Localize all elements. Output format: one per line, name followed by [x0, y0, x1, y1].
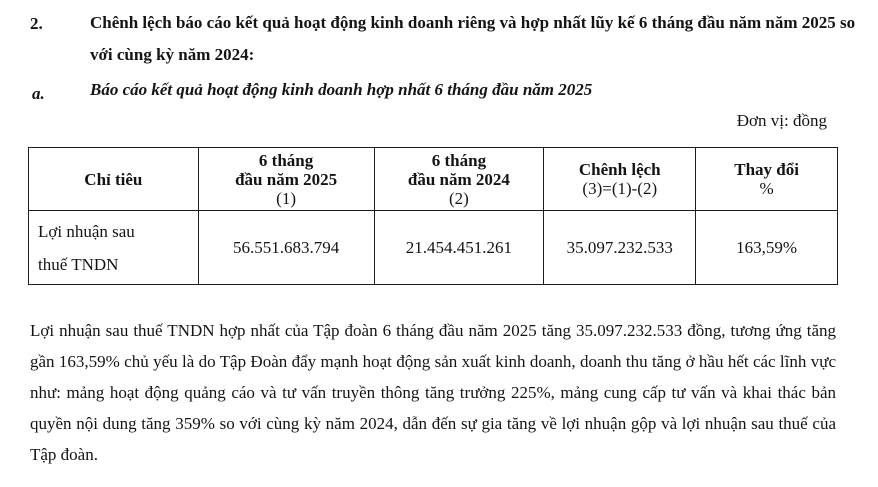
- header-h1-2024: [374, 148, 544, 211]
- header-sub: (2): [449, 188, 469, 208]
- row-label-line: thuế TNDN: [38, 254, 119, 274]
- header-line: đầu năm 2024: [407, 169, 510, 189]
- header-sub: %: [759, 179, 774, 198]
- header-indicator: [29, 148, 199, 211]
- section-title: Chênh lệch báo cáo kết quả hoạt động kinh doanh riêng và hợp nhất lũy kế 6 tháng đầu năm năm 2025 so với cùng kỳ năm 2024:: [90, 13, 856, 64]
- unit-label: Đơn vị: đồng: [736, 111, 827, 130]
- value-difference: 35.097.232.533: [544, 211, 696, 285]
- header-change-percent: [696, 148, 838, 211]
- row-label-line: Lợi nhuận sau: [38, 221, 135, 241]
- value-change-percent: 163,59%: [696, 211, 838, 285]
- header-line: Thay đổi: [734, 160, 799, 179]
- header-line: Chỉ tiêu: [84, 169, 143, 189]
- section-number: 2.: [30, 14, 43, 33]
- subsection-title: Báo cáo kết quả hoạt động kinh doanh hợp nhất 6 tháng đầu năm 2025: [90, 80, 593, 99]
- header-sub: (3)=(1)-(2): [582, 179, 658, 198]
- explanation-paragraph: Lợi nhuận sau thuế TNDN hợp nhất của Tập đoàn 6 tháng đầu năm 2025 tăng 35.097.232.533 đồng, tương ứng tăng gần 163,59% chủ yếu là do Tập Đoàn đẩy mạnh hoạt động sản xuất kinh doanh, doanh thu tăng ở hầu hết các lĩnh vực như: mảng hoạt động quảng cáo và tư vấn truyền thông tăng trưởng 225%, mảng cung cấp tư vấn và khai thác bản quyền nội dung tăng 359% so với cùng kỳ năm 2024, dẫn đến sự gia tăng về lợi nhuận gộp và lợi nhuận sau thuế của Tập đoàn.: [30, 321, 836, 464]
- header-sub: (1): [276, 188, 296, 208]
- header-line: 6 tháng: [258, 150, 314, 170]
- results-table: [28, 147, 838, 285]
- header-line: đầu năm 2025: [235, 169, 338, 189]
- row-label: [29, 211, 199, 285]
- header-h1-2025: [198, 148, 374, 211]
- header-line: Chênh lệch: [578, 160, 661, 179]
- table-header-row: [29, 148, 838, 211]
- value-h1-2025: 56.551.683.794: [198, 211, 374, 285]
- subsection-number: a.: [32, 84, 45, 103]
- table-row: [29, 211, 838, 285]
- header-line: 6 tháng: [431, 150, 487, 170]
- value-h1-2024: 21.454.451.261: [374, 211, 544, 285]
- header-difference: [544, 148, 696, 211]
